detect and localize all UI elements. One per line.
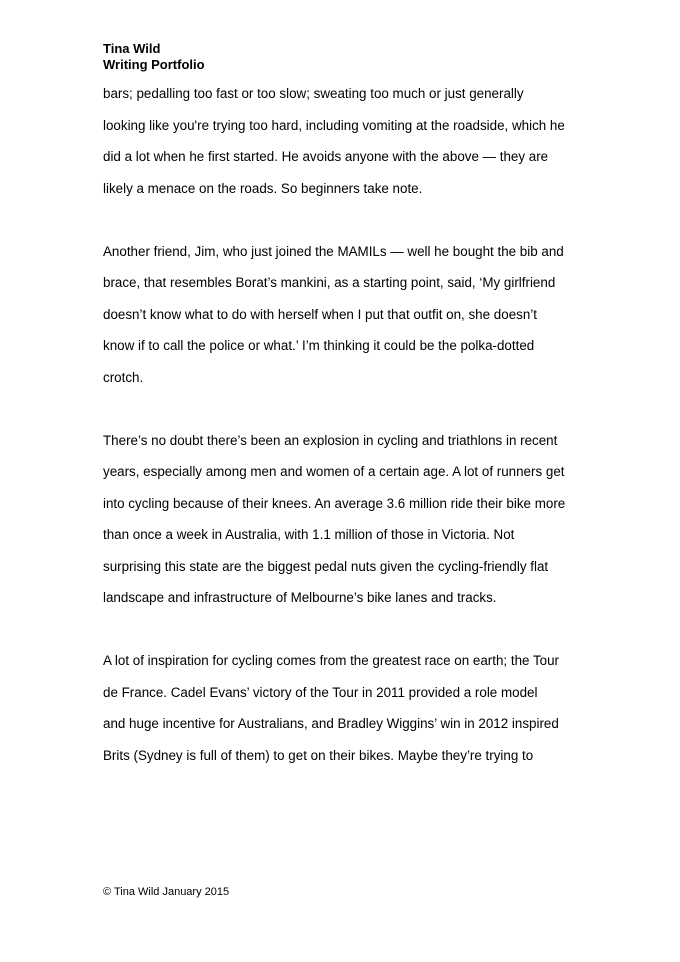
text-line: landscape and infrastructure of Melbourne’s bike lanes and tracks. [103, 590, 497, 605]
text-line: brace, that resembles Borat’s mankini, as a starting point, said, ‘My girlfriend [103, 275, 556, 290]
text-line: years, especially among men and women of a certain age. A lot of runners get [103, 464, 565, 479]
paragraph [103, 425, 583, 614]
text-line: There’s no doubt there’s been an explosion in cycling and triathlons in recent [103, 432, 558, 448]
text-line: looking like you're trying too hard, including vomiting at the roadside, which he [103, 117, 565, 133]
text-line: surprising this state are the biggest pedal nuts given the cycling-friendly flat [103, 558, 549, 574]
paragraph [103, 78, 583, 204]
text-line: Another friend, Jim, who just joined the MAMILs — well he bought the bib and [103, 243, 564, 259]
author-name: Tina Wild [103, 41, 161, 56]
text-line: de France. Cadel Evans’ victory of the Tour in 2011 provided a role model [103, 684, 538, 700]
page-footer [103, 885, 229, 899]
article-body [103, 78, 583, 771]
copyright-notice: © Tina Wild January 2015 [103, 886, 230, 898]
portfolio-title: Writing Portfolio [103, 57, 205, 72]
paragraph [103, 236, 583, 394]
text-line: than once a week in Australia, with 1.1 million of those in Victoria. Not [103, 527, 515, 542]
text-line: doesn’t know what to do with herself when I put that outfit on, she doesn’t [103, 306, 537, 322]
text-line: bars; pedalling too fast or too slow; sweating too much or just generally [103, 86, 524, 101]
paragraph [103, 645, 583, 771]
text-line: Brits (Sydney is full of them) to get on their bikes. Maybe they’re trying to [103, 747, 534, 763]
text-line: did a lot when he first started. He avoids anyone with the above — they are [103, 149, 549, 164]
text-line: know if to call the police or what.’ I’m thinking it could be the polka-dotted [103, 338, 535, 353]
page-header [103, 41, 205, 73]
text-line: A lot of inspiration for cycling comes from the greatest race on earth; the Tour [103, 653, 560, 668]
text-line: and huge incentive for Australians, and Bradley Wiggins’ win in 2012 inspired [103, 716, 559, 731]
text-line: crotch. [103, 369, 144, 385]
text-line: likely a menace on the roads. So beginners take note. [103, 180, 423, 196]
text-line: into cycling because of their knees. An average 3.6 million ride their bike more [103, 495, 566, 511]
